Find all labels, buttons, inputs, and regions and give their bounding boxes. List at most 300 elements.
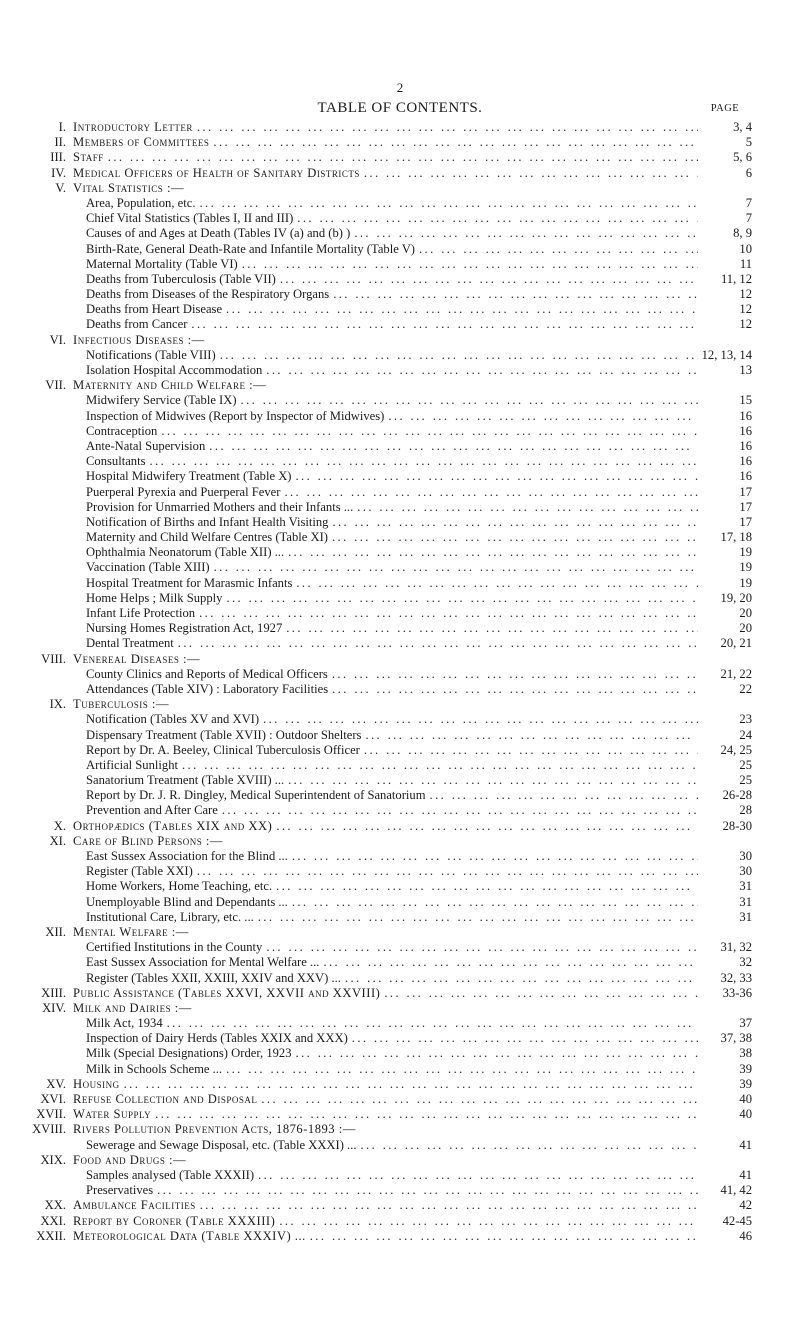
toc-section-row — [0, 120, 800, 135]
page-reference: 33-36 — [722, 985, 752, 1000]
page-reference: 41 — [739, 1137, 752, 1152]
dot-leader — [332, 682, 698, 697]
page-reference: 31, 32 — [720, 940, 752, 955]
toc-section-row — [0, 1214, 800, 1229]
entry-label: Members of Committees — [73, 135, 210, 150]
dot-leader — [333, 287, 698, 302]
page-reference: 32, 33 — [720, 970, 752, 985]
toc-subentry-row — [0, 712, 800, 727]
page-column-header: PAGE — [710, 103, 740, 114]
section-number: II. — [54, 135, 66, 150]
dot-leader — [297, 211, 698, 226]
toc-section-row — [0, 1153, 800, 1168]
dot-leader — [430, 788, 698, 803]
entry-label: Artificial Sunlight — [86, 757, 178, 772]
toc-section-row — [0, 925, 800, 940]
dot-leader — [332, 530, 698, 545]
entry-label: Ambulance Facilities — [73, 1198, 196, 1213]
entry-label: Contraception — [86, 423, 158, 438]
section-number: XXI. — [40, 1213, 66, 1228]
page-reference: 31 — [739, 879, 752, 894]
entry-label: Milk Act, 1934 — [86, 1016, 163, 1031]
dot-leader — [352, 1031, 698, 1046]
toc-section-row — [0, 333, 800, 348]
section-number: VIII. — [41, 651, 66, 666]
toc-subentry-row — [0, 393, 800, 408]
toc-subentry-row — [0, 287, 800, 302]
page-reference: 5 — [745, 135, 752, 150]
dot-leader — [310, 1229, 698, 1244]
toc-subentry-row — [0, 439, 800, 454]
toc-section-row — [0, 834, 800, 849]
entry-label: Notification of Births and Infant Health Visiting — [86, 514, 329, 529]
page-reference: 32 — [739, 955, 752, 970]
toc-subentry-row — [0, 272, 800, 287]
page-reference: 26-28 — [722, 788, 752, 803]
section-number: XVIII. — [32, 1122, 66, 1137]
entry-label: Sewerage and Sewage Disposal, etc. (Table XXXI) ... — [86, 1137, 357, 1152]
entry-label: Home Helps ; Milk Supply — [86, 590, 223, 605]
toc-subentry-row — [0, 302, 800, 317]
page-number: 2 — [396, 80, 404, 95]
dot-leader — [345, 971, 698, 986]
page-reference: 31 — [739, 909, 752, 924]
dot-leader — [266, 940, 698, 955]
page-reference: 19 — [739, 560, 752, 575]
dot-leader — [286, 621, 698, 636]
entry-label: Food and Drugs :— — [73, 1152, 187, 1167]
page-reference: 19 — [739, 575, 752, 590]
page-reference: 17, 18 — [720, 530, 752, 545]
entry-label: Provision for Unmarried Mothers and their Infants ... — [86, 499, 354, 514]
entry-label: Vital Statistics :— — [73, 180, 185, 195]
entry-label: Samples analysed (Table XXXII) — [86, 1167, 255, 1182]
toc-section-row — [0, 1122, 800, 1137]
dot-leader — [178, 636, 698, 651]
page-reference: 24 — [739, 727, 752, 742]
page-reference: 13 — [739, 363, 752, 377]
toc-subentry-row — [0, 728, 800, 743]
entry-label: Notification (Tables XV and XVI) — [86, 712, 260, 727]
dot-leader — [361, 1138, 699, 1153]
toc-subentry-row — [0, 667, 800, 682]
toc-section-row — [0, 1077, 800, 1092]
entry-label: Sanatorium Treatment (Table XVIII) ... — [86, 773, 285, 788]
entry-label: Hospital Midwifery Treatment (Table X) — [86, 469, 292, 484]
dot-leader — [209, 439, 698, 454]
section-number: XIII. — [41, 985, 66, 1000]
entry-label: Water Supply — [73, 1107, 152, 1122]
dot-leader — [197, 120, 698, 135]
toc-section-row — [0, 135, 800, 150]
dot-leader — [200, 1198, 698, 1213]
entry-label: Nursing Homes Registration Act, 1927 — [86, 621, 283, 636]
toc-subentry-row — [0, 773, 800, 788]
dot-leader — [258, 910, 698, 925]
page-reference: 20 — [739, 621, 752, 636]
toc-subentry-row — [0, 469, 800, 484]
entry-label: Register (Table XXI) — [86, 864, 193, 879]
page-reference: 17 — [739, 499, 752, 514]
dot-leader — [357, 500, 698, 515]
toc-subentry-row — [0, 895, 800, 910]
dot-leader — [296, 1046, 698, 1061]
entry-label: Maternity and Child Welfare Centres (Table XI) — [86, 530, 328, 545]
page-reference: 31 — [739, 894, 752, 909]
toc-subentry-row — [0, 682, 800, 697]
toc-subentry-row — [0, 196, 800, 211]
entry-label: Medical Officers of Health of Sanitary Districts — [73, 165, 360, 180]
entry-label: Mental Welfare :— — [73, 924, 189, 939]
toc-subentry-row — [0, 1062, 800, 1077]
dot-leader — [364, 743, 698, 758]
page-reference: 16 — [739, 469, 752, 484]
page-reference: 40 — [739, 1107, 752, 1122]
toc-subentry-row — [0, 1016, 800, 1031]
section-number: III. — [50, 150, 66, 165]
dot-leader — [332, 515, 698, 530]
toc-subentry-row — [0, 226, 800, 241]
dot-leader — [182, 758, 698, 773]
toc-section-row — [0, 378, 800, 393]
entry-label: Inspection of Dairy Herds (Tables XXIX and XXX) — [86, 1031, 348, 1046]
toc-section-row — [0, 1092, 800, 1107]
dot-leader — [266, 363, 698, 378]
dot-leader — [191, 317, 698, 332]
dot-leader — [226, 1062, 698, 1077]
page-reference: 11 — [739, 256, 752, 271]
entry-label: Dispensary Treatment (Table XVII) : Outdoor Shelters — [86, 727, 362, 742]
toc-section-row — [0, 819, 800, 834]
section-number: XVI. — [40, 1092, 66, 1106]
entry-label: Chief Vital Statistics (Tables I, II and III) — [86, 211, 294, 226]
dot-leader — [226, 302, 698, 317]
section-number: I. — [58, 120, 66, 134]
toc-subentry-row — [0, 576, 800, 591]
toc-section-row — [0, 697, 800, 712]
page-reference: 30 — [739, 849, 752, 863]
entry-label: Tuberculosis :— — [73, 697, 169, 712]
page-reference: 41 — [739, 1167, 752, 1182]
dot-leader — [149, 454, 698, 469]
section-number: X. — [53, 818, 66, 833]
toc-subentry-row — [0, 955, 800, 970]
toc-subentry-row — [0, 317, 800, 332]
dot-leader — [124, 1077, 698, 1092]
section-number: XIV. — [42, 1000, 66, 1015]
page-reference: 3, 4 — [733, 120, 752, 134]
section-number: XI. — [49, 833, 66, 848]
toc-subentry-row — [0, 211, 800, 226]
page-reference: 7 — [745, 211, 752, 226]
entry-label: Vaccination (Table XIII) — [86, 560, 210, 575]
entry-label: Inspection of Midwives (Report by Inspector of Midwives) — [86, 408, 385, 423]
entry-label: Register (Tables XXII, XXIII, XXIV and XXV) ... — [86, 970, 341, 985]
page-title: TABLE OF CONTENTS. — [317, 100, 483, 116]
entry-label: Orthopædics (Tables XIX and XX) — [73, 818, 273, 833]
page-reference: 21, 22 — [720, 666, 752, 681]
toc-subentry-row — [0, 257, 800, 272]
page-reference: 19 — [739, 545, 752, 560]
page-reference: 16 — [739, 454, 752, 469]
entry-label: Area, Population, etc. — [86, 195, 196, 210]
dot-leader — [242, 257, 698, 272]
toc-section-row — [0, 1229, 800, 1244]
page-reference: 46 — [739, 1228, 752, 1243]
entry-label: Notifications (Table VIII) — [86, 347, 216, 362]
entry-label: Preservatives — [86, 1183, 154, 1198]
page-reference: 39 — [739, 1076, 752, 1091]
entry-label: Report by Coroner (Table XXXIII) — [73, 1213, 276, 1228]
table-of-contents — [0, 120, 800, 1244]
dot-leader — [226, 591, 698, 606]
section-number: XXII. — [36, 1228, 66, 1243]
dot-leader — [276, 819, 698, 834]
page-reference: 22 — [739, 681, 752, 696]
page-reference: 17 — [739, 514, 752, 529]
page-reference: 8, 9 — [733, 226, 752, 241]
entry-label: Housing — [73, 1076, 120, 1091]
dot-leader — [161, 424, 698, 439]
page-reference: 5, 6 — [733, 150, 752, 165]
page-reference: 20, 21 — [720, 636, 752, 651]
entry-label: Public Assistance (Tables XXVI, XXVII and XXVIII) — [73, 985, 381, 1000]
entry-label: Refuse Collection and Disposal — [73, 1092, 258, 1106]
toc-subentry-row — [0, 606, 800, 621]
entry-label: Venereal Diseases :— — [73, 651, 201, 666]
page-reference: 7 — [745, 195, 752, 210]
toc-subentry-row — [0, 560, 800, 575]
page-reference: 28-30 — [722, 818, 752, 833]
page-reference: 42-45 — [722, 1213, 752, 1228]
entry-label: Ophthalmia Neonatorum (Table XII) ... — [86, 545, 285, 560]
page-reference: 11, 12 — [720, 271, 752, 286]
toc-section-row — [0, 1001, 800, 1016]
toc-subentry-row — [0, 545, 800, 560]
entry-label: Rivers Pollution Prevention Acts, 1876-1893 :— — [73, 1122, 356, 1137]
dot-leader — [284, 485, 698, 500]
entry-label: Causes of and Ages at Death (Tables IV (a) and (b) ) — [86, 226, 351, 241]
toc-subentry-row — [0, 515, 800, 530]
toc-subentry-row — [0, 409, 800, 424]
entry-label: Milk and Dairies :— — [73, 1000, 192, 1015]
entry-label: Maternal Mortality (Table VI) — [86, 256, 238, 271]
entry-label: Deaths from Diseases of the Respiratory Organs — [86, 287, 330, 302]
entry-label: Meteorological Data (Table XXXIV) ... — [73, 1228, 306, 1243]
page-reference: 37, 38 — [720, 1031, 752, 1046]
dot-leader — [199, 196, 698, 211]
toc-subentry-row — [0, 788, 800, 803]
entry-label: Staff — [73, 150, 104, 165]
entry-label: Milk (Special Designations) Order, 1923 — [86, 1046, 292, 1061]
dot-leader — [167, 1016, 698, 1031]
entry-label: Introductory Letter — [73, 120, 193, 134]
entry-label: Unemployable Blind and Dependants ... — [86, 894, 288, 909]
toc-subentry-row — [0, 591, 800, 606]
page-reference: 30 — [739, 864, 752, 879]
dot-leader — [295, 469, 698, 484]
dot-leader — [214, 560, 698, 575]
page-reference: 12 — [739, 287, 752, 302]
toc-subentry-row — [0, 940, 800, 955]
page-reference: 16 — [739, 408, 752, 423]
toc-subentry-row — [0, 758, 800, 773]
dot-leader — [241, 393, 698, 408]
entry-label: Infectious Diseases :— — [73, 332, 205, 347]
toc-subentry-row — [0, 1183, 800, 1198]
entry-label: Certified Institutions in the County — [86, 940, 263, 955]
entry-label: Isolation Hospital Accommodation — [86, 363, 263, 377]
entry-label: Ante-Natal Supervision — [86, 438, 206, 453]
page-reference: 10 — [739, 241, 752, 256]
entry-label: Attendances (Table XIV) : Laboratory Facilities — [86, 681, 329, 696]
dot-leader — [197, 864, 698, 879]
page-reference: 19, 20 — [720, 590, 752, 605]
entry-label: County Clinics and Reports of Medical Officers — [86, 666, 328, 681]
toc-subentry-row — [0, 1168, 800, 1183]
toc-subentry-row — [0, 864, 800, 879]
entry-label: Dental Treatment — [86, 636, 174, 651]
page-reference: 28 — [739, 803, 752, 818]
entry-label: Puerperal Pyrexia and Puerperal Fever — [86, 484, 281, 499]
toc-subentry-row — [0, 879, 800, 894]
dot-leader — [323, 955, 698, 970]
dot-leader — [276, 879, 698, 894]
entry-label: Deaths from Cancer — [86, 317, 188, 332]
toc-section-row — [0, 652, 800, 667]
dot-leader — [365, 728, 698, 743]
toc-section-row — [0, 166, 800, 181]
dot-leader — [384, 986, 698, 1001]
page-reference: 15 — [739, 393, 752, 408]
page-reference: 17 — [739, 484, 752, 499]
entry-label: Consultants — [86, 454, 146, 469]
toc-subentry-row — [0, 242, 800, 257]
dot-leader — [364, 166, 698, 181]
dot-leader — [155, 1107, 698, 1122]
toc-subentry-row — [0, 1031, 800, 1046]
entry-label: Report by Dr. J. R. Dingley, Medical Superintendent of Sanatorium — [86, 788, 426, 803]
entry-label: Deaths from Heart Disease — [86, 302, 223, 317]
section-number: VI. — [49, 332, 66, 347]
toc-subentry-row — [0, 803, 800, 818]
toc-section-row — [0, 1198, 800, 1213]
dot-leader — [354, 226, 698, 241]
page-reference: 25 — [739, 773, 752, 788]
entry-label: Maternity and Child Welfare :— — [73, 378, 267, 393]
toc-section-row — [0, 181, 800, 196]
page-reference: 16 — [739, 438, 752, 453]
section-number: XX. — [44, 1198, 66, 1213]
toc-section-row — [0, 1107, 800, 1122]
toc-subentry-row — [0, 621, 800, 636]
entry-label: Care of Blind Persons :— — [73, 833, 223, 848]
dot-leader — [279, 1214, 698, 1229]
page-reference: 12, 13, 14 — [701, 347, 752, 362]
page-reference: 12 — [739, 317, 752, 332]
toc-section-row — [0, 150, 800, 165]
dot-leader — [292, 895, 698, 910]
page-reference: 20 — [739, 606, 752, 620]
dot-leader — [213, 135, 698, 150]
page-reference: 23 — [739, 712, 752, 727]
toc-subentry-row — [0, 500, 800, 515]
section-number: XII. — [45, 924, 66, 939]
dot-leader — [280, 272, 698, 287]
section-number: XIX. — [40, 1152, 66, 1167]
dot-leader — [292, 849, 698, 864]
dot-leader — [388, 409, 698, 424]
toc-subentry-row — [0, 363, 800, 378]
section-number: IV. — [51, 165, 66, 180]
entry-label: Milk in Schools Scheme ... — [86, 1061, 223, 1076]
page-reference: 38 — [739, 1046, 752, 1061]
page-reference: 42 — [739, 1198, 752, 1213]
toc-subentry-row — [0, 454, 800, 469]
section-number: IX. — [49, 697, 66, 712]
entry-label: Home Workers, Home Teaching, etc. — [86, 879, 273, 894]
entry-label: Infant Life Protection — [86, 606, 196, 620]
section-number: XVII. — [36, 1107, 66, 1122]
entry-label: Hospital Treatment for Marasmic Infants — [86, 575, 293, 590]
entry-label: Midwifery Service (Table IX) — [86, 393, 237, 408]
entry-label: Institutional Care, Library, etc. ... — [86, 909, 254, 924]
entry-label: East Sussex Association for the Blind ... — [86, 849, 288, 863]
page-reference: 37 — [739, 1016, 752, 1031]
page-reference: 40 — [739, 1092, 752, 1106]
toc-subentry-row — [0, 849, 800, 864]
dot-leader — [332, 667, 698, 682]
toc-subentry-row — [0, 1046, 800, 1061]
dot-leader — [222, 803, 698, 818]
toc-subentry-row — [0, 530, 800, 545]
dot-leader — [108, 150, 698, 165]
toc-subentry-row — [0, 971, 800, 986]
dot-leader — [263, 712, 698, 727]
entry-label: Prevention and After Care — [86, 803, 218, 818]
dot-leader — [220, 348, 698, 363]
dot-leader — [157, 1183, 698, 1198]
page-reference: 41, 42 — [720, 1183, 752, 1198]
page-reference: 12 — [739, 302, 752, 317]
page-reference: 16 — [739, 423, 752, 438]
page-reference: 39 — [739, 1061, 752, 1076]
dot-leader — [261, 1092, 698, 1107]
toc-subentry-row — [0, 910, 800, 925]
page-reference: 24, 25 — [720, 742, 752, 757]
dot-leader — [199, 606, 698, 621]
section-number: V. — [55, 180, 66, 195]
page-reference: 25 — [739, 757, 752, 772]
entry-label: East Sussex Association for Mental Welfare ... — [86, 955, 320, 970]
dot-leader — [288, 773, 698, 788]
entry-label: Report by Dr. A. Beeley, Clinical Tuberculosis Officer — [86, 742, 360, 757]
toc-subentry-row — [0, 743, 800, 758]
dot-leader — [258, 1168, 698, 1183]
toc-subentry-row — [0, 636, 800, 651]
dot-leader — [288, 545, 698, 560]
entry-label: Deaths from Tuberculosis (Table VII) — [86, 271, 276, 286]
dot-leader — [419, 242, 698, 257]
section-number: VII. — [45, 378, 66, 393]
page-reference: 6 — [745, 165, 752, 180]
dot-leader — [296, 576, 698, 591]
toc-section-row — [0, 986, 800, 1001]
section-number: XV. — [46, 1076, 66, 1091]
toc-subentry-row — [0, 1138, 800, 1153]
toc-subentry-row — [0, 485, 800, 500]
toc-subentry-row — [0, 424, 800, 439]
